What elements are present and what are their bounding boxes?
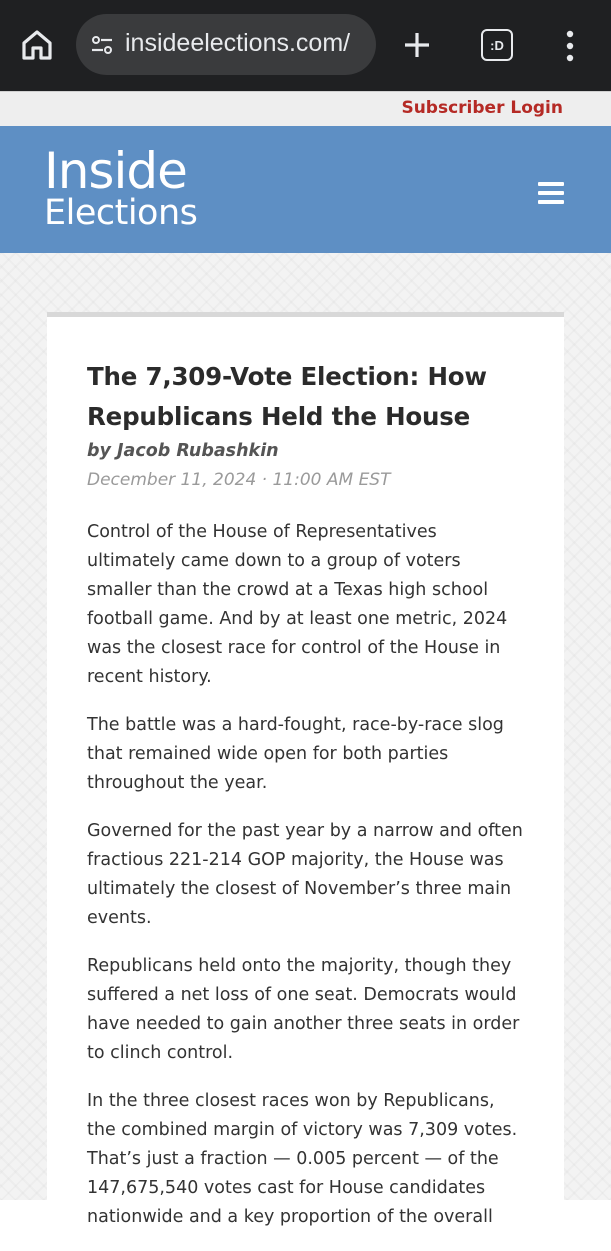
article-paragraph: Governed for the past year by a narrow and often fractious 221-214 GOP majority, the House was ultimately the closest of November’s three main events.	[87, 821, 523, 928]
article-paragraph: Control of the House of Representatives ultimately came down to a group of voters smaller than the crowd at a Texas high school football game. And by at least one metric, 2024 was the closest race for control of the House in recent history.	[87, 522, 508, 687]
site-logo[interactable]	[44, 142, 198, 233]
article-paragraph: In the three closest races won by Republicans, the combined margin of victory was 7,309 votes. That’s just a fraction — 0.005 percent — of the 147,675,540 votes cast for House candidates nationwide and a key proportion of the overall	[87, 1091, 518, 1227]
top-utility-bar	[0, 91, 611, 126]
article	[87, 357, 527, 1251]
more-options-icon[interactable]	[560, 28, 580, 64]
article-card	[47, 312, 564, 1227]
article-body	[87, 518, 527, 1232]
article-byline[interactable]: by Jacob Rubashkin	[87, 441, 279, 461]
hamburger-bar	[538, 191, 564, 195]
hamburger-icon[interactable]	[538, 182, 564, 204]
hamburger-bar	[538, 182, 564, 186]
article-paragraph: The battle was a hard-fought, race-by-race slog that remained wide open for both parties throughout the year.	[87, 715, 504, 793]
browser-toolbar	[0, 0, 611, 91]
article-dateline: December 11, 2024 · 11:00 AM EST	[87, 470, 391, 490]
home-icon[interactable]	[20, 28, 54, 62]
article-title: The 7,309-Vote Election: How Republicans Held the House	[87, 362, 487, 431]
subscriber-login-link[interactable]: Subscriber Login	[401, 98, 563, 118]
hamburger-bar	[538, 200, 564, 204]
new-tab-icon[interactable]	[402, 30, 432, 60]
address-bar[interactable]	[76, 14, 376, 75]
logo-line-2: Elections	[44, 193, 198, 233]
article-paragraph: Republicans held onto the majority, though they suffered a net loss of one seat. Democrats would have needed to gain another three seats in order to clinch control.	[87, 956, 520, 1063]
site-header	[0, 126, 611, 253]
site-settings-icon[interactable]	[90, 33, 114, 57]
tab-switcher-button[interactable]: :D	[481, 29, 513, 61]
url-text[interactable]: insideelections.com/	[125, 29, 351, 57]
logo-line-1: Inside	[44, 142, 187, 200]
